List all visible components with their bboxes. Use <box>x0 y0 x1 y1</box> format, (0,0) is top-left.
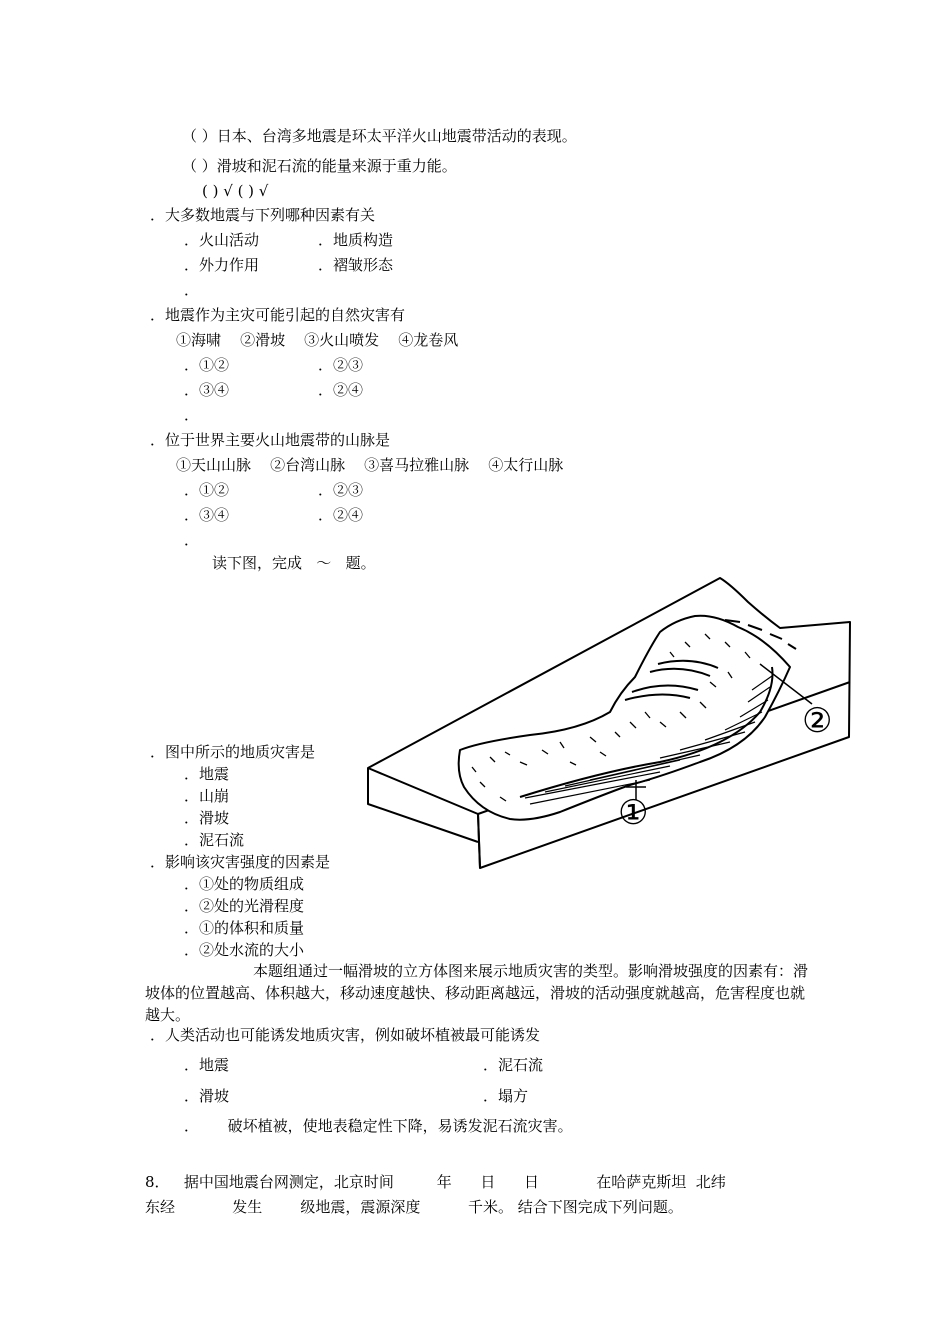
option-1c: ．外力作用 <box>184 256 260 274</box>
option-2c: ．③④ <box>184 381 230 399</box>
explanation-paragraph: 本题组通过一幅滑坡的立方体图来展示地质灾害的类型。影响滑坡强度的因素有：滑坡体的位置越高、体积越大，移动速度越快、移动距离越远，滑坡的活动强度就越高，危害程度也就越大。 <box>145 962 809 1024</box>
statement-1: （ ）日本、台湾多地震是环太平洋火山地震带活动的表现。 <box>182 127 577 145</box>
read-instruction: 读下图，完成 ～ 题。 <box>212 554 376 572</box>
answer-3: ． <box>184 531 200 549</box>
option-3b: ．②③ <box>318 481 364 499</box>
answer-1: ． <box>184 281 200 299</box>
answer-2: ． <box>184 406 200 424</box>
question-8-line2: 东经 发生 级地震，震源深度 千米。 结合下图完成下列问题。 <box>145 1198 683 1216</box>
option-6b: ．泥石流 <box>483 1056 544 1074</box>
option-4d: ．泥石流 <box>184 831 245 849</box>
option-6d: ．塌方 <box>483 1087 529 1105</box>
option-6c: ．滑坡 <box>184 1087 230 1105</box>
option-2d: ．②④ <box>318 381 364 399</box>
question-2-choices: ①海啸 ②滑坡 ③火山喷发 ④龙卷风 <box>176 331 459 349</box>
option-1b: ．地质构造 <box>318 231 394 249</box>
question-2: ．地震作为主灾可能引起的自然灾害有 <box>150 306 406 324</box>
question-1: ．大多数地震与下列哪种因素有关 <box>150 206 376 224</box>
option-3c: ．③④ <box>184 506 230 524</box>
option-6a: ．地震 <box>184 1056 230 1074</box>
option-5b: ．②处的光滑程度 <box>184 897 305 915</box>
label-2: ② <box>802 701 833 741</box>
answer-marks: ( ) √ ( ) √ <box>202 182 269 200</box>
landslide-diagram <box>360 572 860 872</box>
option-5d: ．②处水流的大小 <box>184 941 305 959</box>
label-1: ① <box>618 793 649 833</box>
option-2a: ．①② <box>184 356 230 374</box>
option-4a: ．地震 <box>184 765 230 783</box>
question-3-choices: ①天山山脉 ②台湾山脉 ③喜马拉雅山脉 ④太行山脉 <box>176 456 564 474</box>
option-5a: ．①处的物质组成 <box>184 875 305 893</box>
question-8-line1: 8． 据中国地震台网测定，北京时间 年 日 日 在哈萨克斯坦 北纬 <box>145 1173 726 1191</box>
question-5: ．影响该灾害强度的因素是 <box>150 853 331 871</box>
option-3a: ．①② <box>184 481 230 499</box>
answer-6: ． 破坏植被，使地表稳定性下降，易诱发泥石流灾害。 <box>184 1117 573 1135</box>
option-4c: ．滑坡 <box>184 809 230 827</box>
option-5c: ．①的体积和质量 <box>184 919 305 937</box>
option-2b: ．②③ <box>318 356 364 374</box>
question-3: ．位于世界主要火山地震带的山脉是 <box>150 431 391 449</box>
option-3d: ．②④ <box>318 506 364 524</box>
question-6: ．人类活动也可能诱发地质灾害，例如破坏植被最可能诱发 <box>150 1026 541 1044</box>
question-4: ．图中所示的地质灾害是 <box>150 743 316 761</box>
statement-2: （ ）滑坡和泥石流的能量来源于重力能。 <box>182 157 457 175</box>
option-1a: ．火山活动 <box>184 231 260 249</box>
option-4b: ．山崩 <box>184 787 230 805</box>
option-1d: ．褶皱形态 <box>318 256 394 274</box>
